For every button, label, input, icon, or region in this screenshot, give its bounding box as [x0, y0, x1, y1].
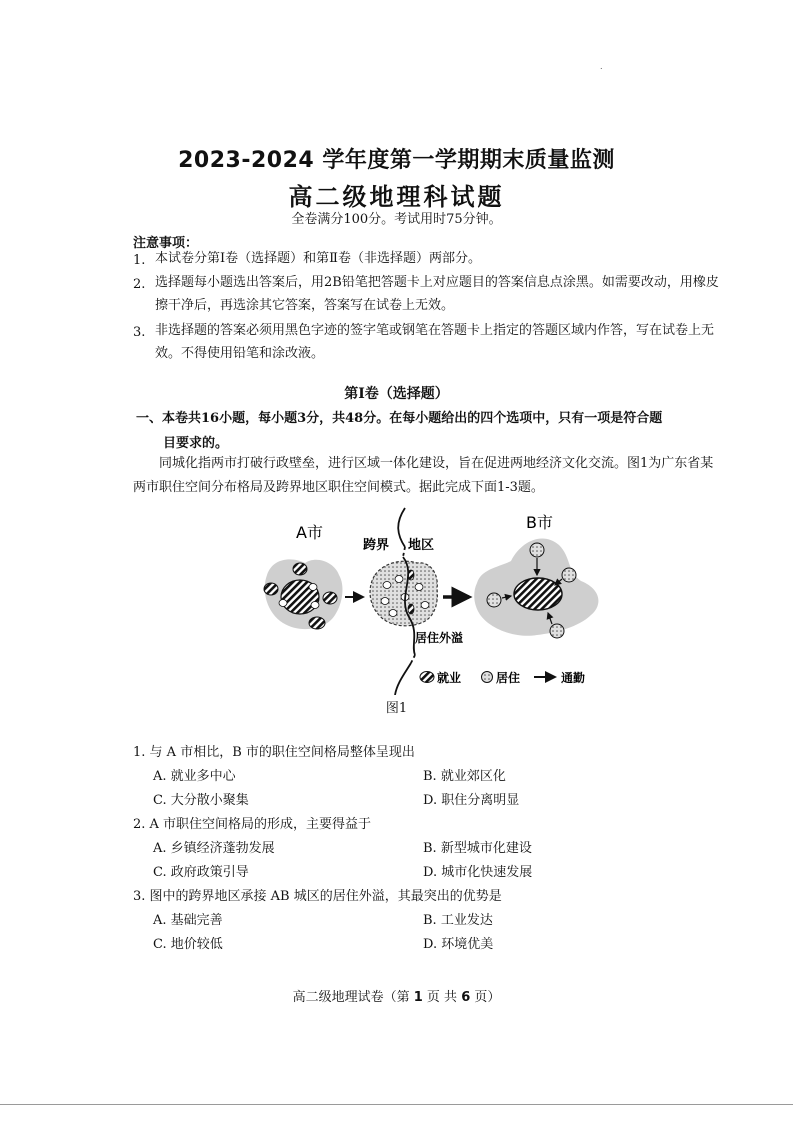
notice-item-number: 3. [133, 325, 146, 340]
live-node [389, 610, 397, 617]
figure-caption: 图1 [385, 701, 408, 716]
option-c: C. 政府政策引导 [153, 865, 249, 880]
notice-item-text: 非选择题的答案必须用黑色字迹的签字笔或钢笔在答题卡上指定的答题区域内作答，写在试卷上无效。不得使用铅笔和涂改液。 [155, 323, 715, 361]
question-stem: 2. A 市职住空间格局的形成，主要得益于 [133, 817, 372, 832]
city-a-label: A市 [296, 523, 323, 542]
question-stem: 1. 与 A 市相比，B 市的职住空间格局整体呈现出 [133, 745, 415, 760]
notice-item-number: 1. [133, 253, 146, 268]
part-heading-line2: 目要求的。 [163, 436, 229, 451]
option-a: A. 乡镇经济蓬勃发展 [153, 841, 275, 856]
option-c: C. 地价较低 [153, 937, 223, 952]
live-node [309, 584, 317, 591]
part-heading-line1: 一、本卷共16小题，每小题3分，共48分。在每小题给出的四个选项中，只有一项是符合题 [136, 411, 663, 426]
legend-live-swatch [482, 672, 493, 683]
legend-live-label: 居住 [496, 671, 521, 685]
option-b: B. 新型城市化建设 [423, 841, 532, 856]
notice-item-number: 2. [133, 277, 146, 292]
corner-mark: . [600, 62, 603, 71]
live-node [487, 593, 501, 607]
cross-label-left: 跨界 [363, 538, 390, 553]
live-node [415, 584, 423, 591]
question-stem: 3. 图中的跨界地区承接 AB 城区的居住外溢，其最突出的优势是 [133, 889, 502, 904]
footer-middle: 页 共 [426, 990, 458, 1005]
exam-title: 2023-2024 学年度第一学期期末质量监测 [178, 148, 615, 173]
city-b-label: B市 [526, 513, 553, 532]
part-heading [136, 406, 721, 456]
cross-label-right: 地区 [408, 538, 435, 553]
legend-work-label: 就业 [437, 671, 462, 685]
live-node [381, 598, 389, 605]
notice-item [133, 271, 723, 317]
work-node [408, 604, 414, 614]
legend-commute-label: 通勤 [561, 671, 586, 685]
work-node [309, 617, 325, 629]
intro-paragraph: 同城化指两市打破行政壁垒，进行区域一体化建设，旨在促进两地经济文化交流。图1为广东省某两市职住空间分布格局及跨界地区职住空间模式。据此完成下面1-3题。 [133, 456, 714, 495]
live-node [383, 582, 391, 589]
work-node [264, 583, 278, 595]
section-heading: 第Ⅰ卷（选择题） [344, 386, 449, 402]
page-footer [0, 986, 793, 1005]
notice-item-text: 选择题每小题选出答案后，用2B铅笔把答题卡上对应题目的答案信息点涂黑。如需要改动，用橡皮擦干净后，再选涂其它答案，答案写在试卷上无效。 [155, 275, 719, 313]
option-d: D. 职住分离明显 [423, 793, 520, 808]
notice-item [133, 319, 723, 365]
live-node [530, 543, 544, 557]
live-node [421, 602, 429, 609]
live-node [279, 600, 287, 607]
overflow-label: 居住外溢 [415, 631, 464, 645]
live-node [562, 568, 576, 582]
notice-item-text: 本试卷分第Ⅰ卷（选择题）和第Ⅱ卷（非选择题）两部分。 [155, 251, 481, 266]
option-c: C. 大分散小聚集 [153, 793, 249, 808]
work-node [293, 563, 307, 575]
figure-1-diagram [255, 505, 605, 695]
city-b-work-core [514, 578, 562, 610]
option-d: D. 环境优美 [423, 937, 494, 952]
notice-heading: 注意事项： [133, 236, 199, 251]
option-a: A. 就业多中心 [153, 769, 236, 784]
live-node [395, 576, 403, 583]
footer-suffix: 页） [474, 990, 501, 1005]
option-b: B. 工业发达 [423, 913, 493, 928]
option-a: A. 基础完善 [153, 913, 223, 928]
legend-work-swatch [420, 672, 434, 683]
live-node [311, 602, 319, 609]
footer-prefix: 高二级地理试卷（第 [292, 990, 410, 1005]
exam-subject-title: 高二级地理科试题 [288, 182, 505, 211]
work-node [323, 592, 337, 604]
live-node [550, 624, 564, 638]
option-b: B. 就业郊区化 [423, 769, 506, 784]
option-d: D. 城市化快速发展 [423, 865, 533, 880]
page-bottom-divider [0, 1104, 793, 1105]
footer-total-pages: 6 [461, 990, 471, 1005]
notice-item [133, 247, 723, 270]
exam-info: 全卷满分100分。考试用时75分钟。 [291, 212, 502, 227]
footer-page-number: 1 [413, 990, 423, 1005]
